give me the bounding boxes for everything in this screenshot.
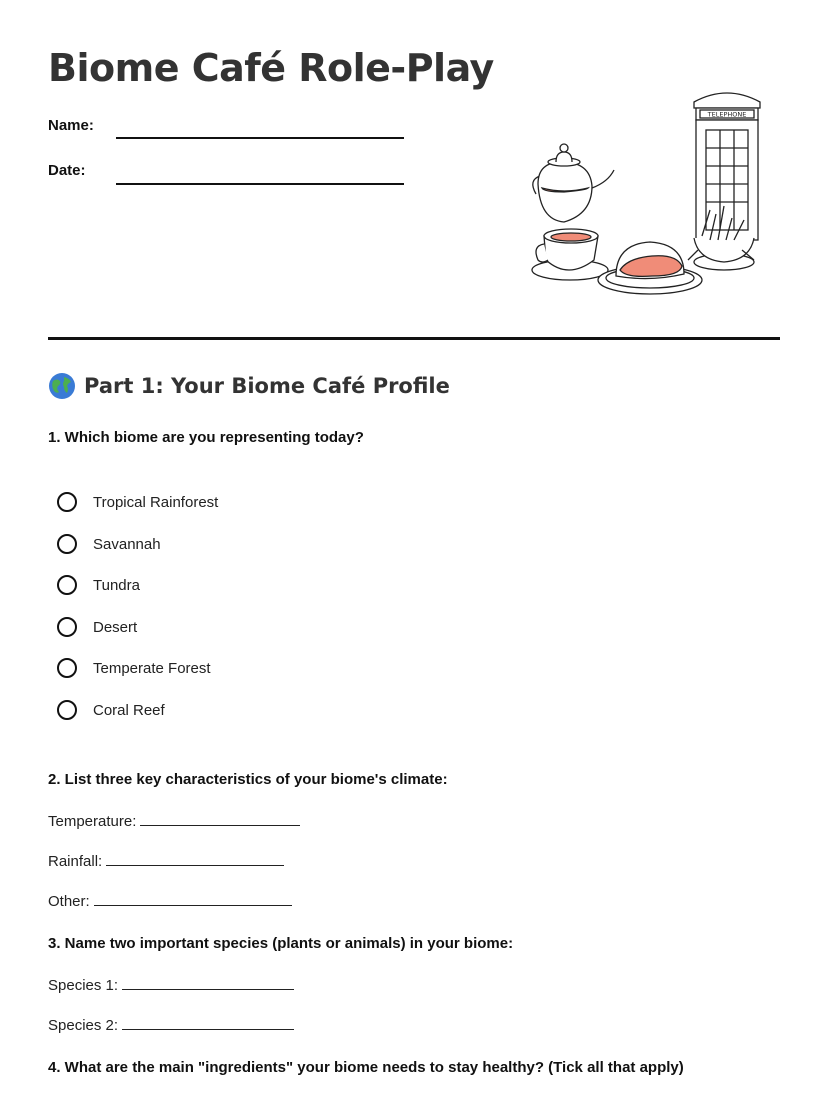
option-label: Savannah (93, 535, 161, 553)
other-label: Other: (48, 893, 90, 910)
part1-heading-text: Part 1: Your Biome Café Profile (84, 374, 450, 398)
species-1-blank[interactable] (122, 975, 294, 990)
telephone-box-icon (694, 93, 760, 240)
section-divider (48, 337, 780, 340)
teapot-icon (533, 144, 614, 222)
cafe-illustration (512, 84, 772, 304)
pie-plate-icon (598, 242, 702, 294)
option-tropical-rainforest[interactable] (57, 492, 218, 512)
svg-text:TELEPHONE: TELEPHONE (707, 110, 747, 119)
species-2-label: Species 2: (48, 1017, 119, 1034)
option-label: Temperate Forest (93, 659, 211, 677)
date-label: Date: (48, 162, 86, 179)
species-2-blank[interactable] (122, 1015, 294, 1030)
radio-button[interactable] (57, 534, 77, 554)
rainfall-field[interactable] (48, 851, 284, 870)
temperature-field[interactable] (48, 811, 300, 830)
option-savannah[interactable] (57, 534, 161, 554)
radio-button[interactable] (57, 617, 77, 637)
option-label: Desert (93, 618, 138, 636)
species-2-field[interactable] (48, 1015, 294, 1034)
question-3: 3. Name two important species (plants or animals) in your biome: (48, 935, 514, 952)
radio-button[interactable] (57, 575, 77, 595)
globe-icon (48, 372, 76, 400)
question-2: 2. List three key characteristics of your biome's climate: (48, 771, 448, 788)
rainfall-blank[interactable] (106, 851, 284, 866)
option-temperate-forest[interactable] (57, 658, 211, 678)
radio-button[interactable] (57, 700, 77, 720)
question-1: 1. Which biome are you representing today? (48, 429, 364, 446)
option-coral-reef[interactable] (57, 700, 165, 720)
question-4: 4. What are the main "ingredients" your biome needs to stay healthy? (Tick all that apply) (48, 1059, 684, 1076)
option-tundra[interactable] (57, 575, 140, 595)
worksheet-title: Biome Café Role-Play (48, 46, 494, 90)
rainfall-label: Rainfall: (48, 853, 103, 870)
radio-button[interactable] (57, 658, 77, 678)
name-label: Name: (48, 117, 94, 134)
option-label: Coral Reef (93, 701, 165, 719)
date-field[interactable] (116, 183, 404, 185)
part1-heading (48, 372, 450, 400)
species-1-field[interactable] (48, 975, 294, 994)
option-desert[interactable] (57, 617, 137, 637)
other-blank[interactable] (94, 891, 292, 906)
radio-button[interactable] (57, 492, 77, 512)
teacup-icon (532, 229, 608, 280)
temperature-blank[interactable] (140, 811, 300, 826)
species-1-label: Species 1: (48, 977, 119, 994)
option-label: Tropical Rainforest (93, 493, 219, 511)
name-field[interactable] (116, 137, 404, 139)
other-field[interactable] (48, 891, 292, 910)
temperature-label: Temperature: (48, 813, 137, 830)
option-label: Tundra (93, 576, 140, 594)
